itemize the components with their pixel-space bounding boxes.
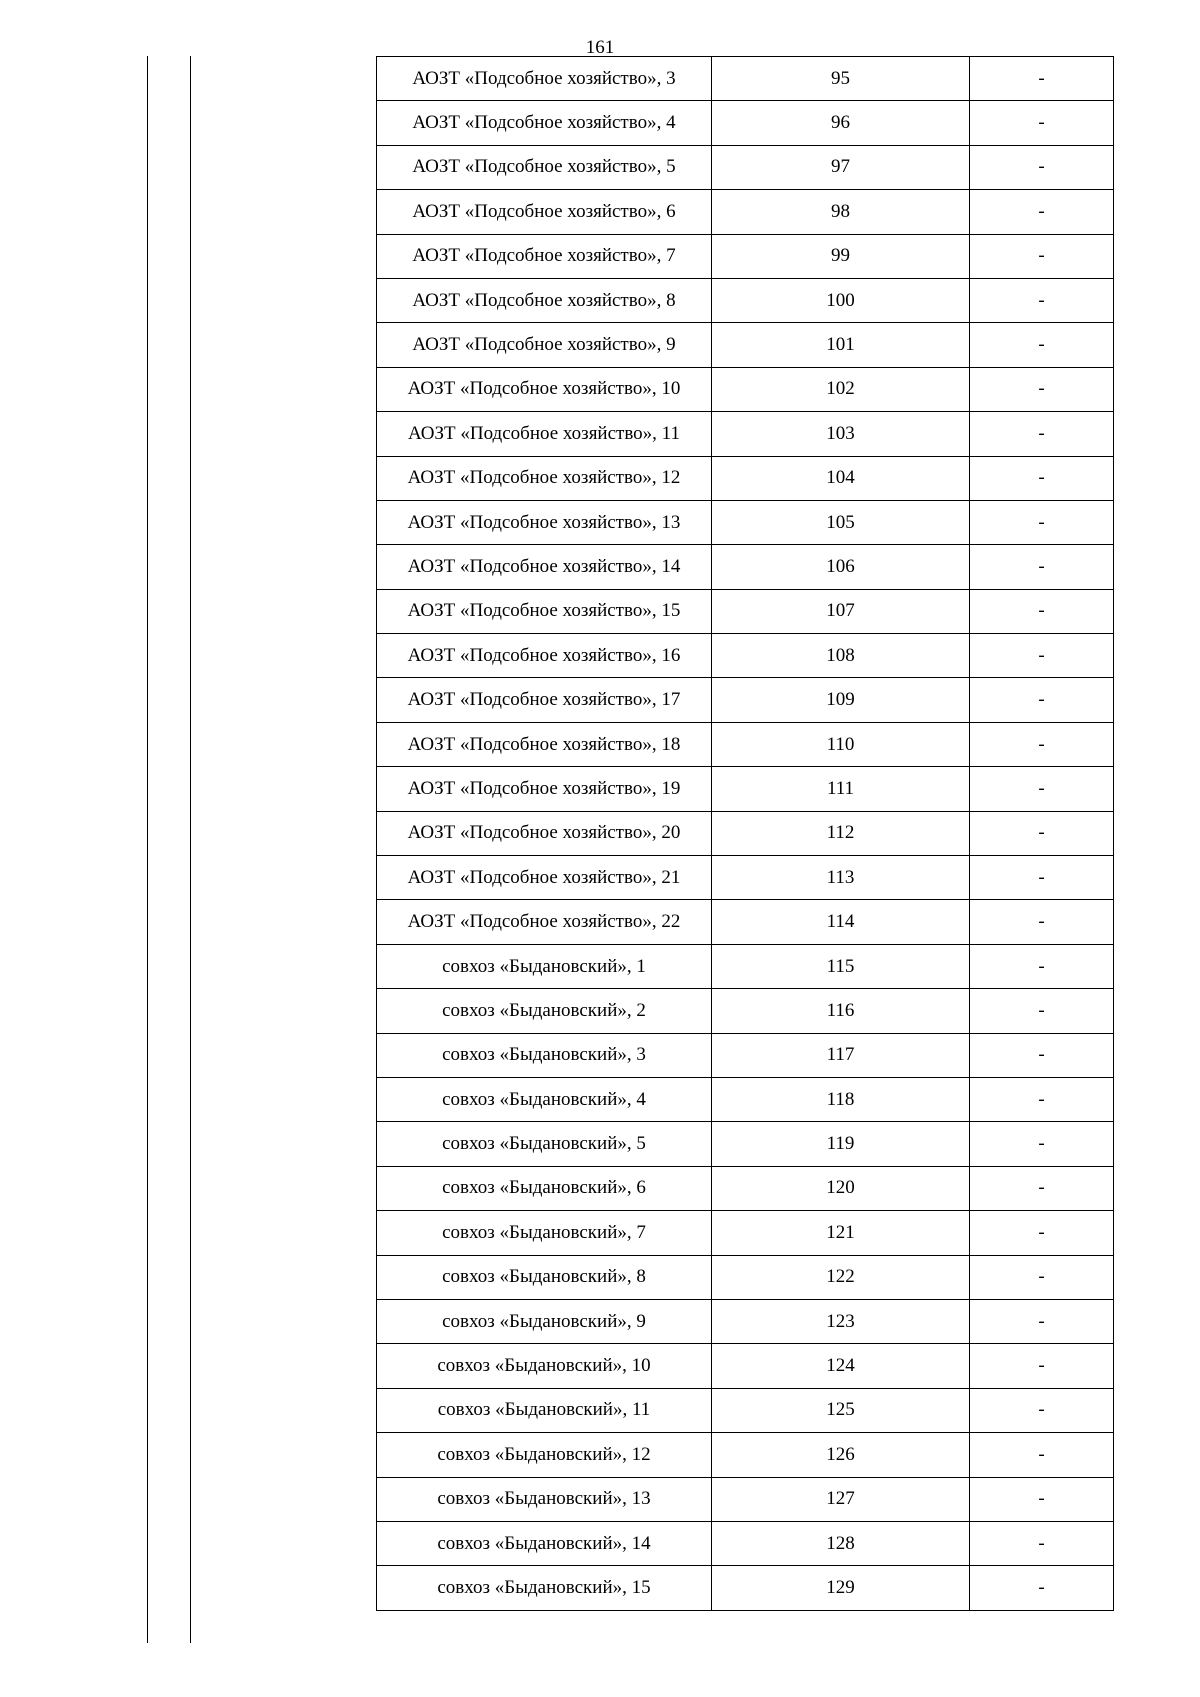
cell-number: 95	[712, 57, 970, 101]
cell-mark: -	[970, 944, 1114, 988]
table-row	[377, 1299, 1114, 1343]
cell-mark: -	[970, 678, 1114, 722]
cell-number: 108	[712, 634, 970, 678]
cell-name: совхоз «Быдановский», 14	[377, 1521, 712, 1565]
cell-number: 128	[712, 1521, 970, 1565]
cell-name: АОЗТ «Подсобное хозяйство», 5	[377, 145, 712, 189]
cell-mark: -	[970, 767, 1114, 811]
cell-number: 120	[712, 1166, 970, 1210]
cell-number: 111	[712, 767, 970, 811]
cell-mark: -	[970, 634, 1114, 678]
cell-number: 100	[712, 278, 970, 322]
cell-mark: -	[970, 1211, 1114, 1255]
cell-name: АОЗТ «Подсобное хозяйство», 19	[377, 767, 712, 811]
cell-number: 126	[712, 1433, 970, 1477]
table-row	[377, 412, 1114, 456]
table-row	[377, 634, 1114, 678]
cell-number: 99	[712, 234, 970, 278]
cell-number: 124	[712, 1344, 970, 1388]
cell-number: 97	[712, 145, 970, 189]
cell-mark: -	[970, 856, 1114, 900]
table-row	[377, 1477, 1114, 1521]
table-row	[377, 545, 1114, 589]
cell-mark: -	[970, 900, 1114, 944]
cell-mark: -	[970, 1033, 1114, 1077]
table-row	[377, 1566, 1114, 1610]
table-row	[377, 767, 1114, 811]
cell-mark: -	[970, 145, 1114, 189]
table-row	[377, 1211, 1114, 1255]
table-row	[377, 323, 1114, 367]
cell-mark: -	[970, 1566, 1114, 1610]
page-number: 161	[585, 37, 615, 58]
cell-name: совхоз «Быдановский», 8	[377, 1255, 712, 1299]
cell-name: совхоз «Быдановский», 13	[377, 1477, 712, 1521]
table-row	[377, 1255, 1114, 1299]
table-row	[377, 101, 1114, 145]
register-table-body	[377, 57, 1114, 1611]
cell-number: 117	[712, 1033, 970, 1077]
cell-name: АОЗТ «Подсобное хозяйство», 21	[377, 856, 712, 900]
cell-name: совхоз «Быдановский», 5	[377, 1122, 712, 1166]
cell-mark: -	[970, 456, 1114, 500]
left-column-rule	[147, 56, 148, 1643]
table-row	[377, 1122, 1114, 1166]
left-column-rule	[190, 56, 191, 1643]
table-row	[377, 1077, 1114, 1121]
cell-mark: -	[970, 722, 1114, 766]
table-row	[377, 456, 1114, 500]
cell-name: АОЗТ «Подсобное хозяйство», 22	[377, 900, 712, 944]
cell-mark: -	[970, 589, 1114, 633]
cell-name: АОЗТ «Подсобное хозяйство», 16	[377, 634, 712, 678]
cell-name: совхоз «Быдановский», 10	[377, 1344, 712, 1388]
cell-number: 106	[712, 545, 970, 589]
cell-number: 102	[712, 367, 970, 411]
cell-name: совхоз «Быдановский», 15	[377, 1566, 712, 1610]
cell-name: совхоз «Быдановский», 2	[377, 989, 712, 1033]
cell-mark: -	[970, 811, 1114, 855]
cell-number: 112	[712, 811, 970, 855]
cell-mark: -	[970, 989, 1114, 1033]
cell-mark: -	[970, 1477, 1114, 1521]
cell-number: 105	[712, 500, 970, 544]
cell-mark: -	[970, 412, 1114, 456]
cell-number: 110	[712, 722, 970, 766]
cell-mark: -	[970, 101, 1114, 145]
cell-mark: -	[970, 500, 1114, 544]
cell-number: 113	[712, 856, 970, 900]
cell-name: АОЗТ «Подсобное хозяйство», 17	[377, 678, 712, 722]
table-row	[377, 1344, 1114, 1388]
cell-number: 101	[712, 323, 970, 367]
cell-name: АОЗТ «Подсобное хозяйство», 8	[377, 278, 712, 322]
table-row	[377, 1166, 1114, 1210]
cell-name: АОЗТ «Подсобное хозяйство», 6	[377, 190, 712, 234]
cell-number: 109	[712, 678, 970, 722]
table-row	[377, 1433, 1114, 1477]
cell-name: АОЗТ «Подсобное хозяйство», 20	[377, 811, 712, 855]
cell-number: 127	[712, 1477, 970, 1521]
cell-name: совхоз «Быдановский», 4	[377, 1077, 712, 1121]
table-row	[377, 900, 1114, 944]
table-row	[377, 190, 1114, 234]
cell-number: 119	[712, 1122, 970, 1166]
cell-name: совхоз «Быдановский», 3	[377, 1033, 712, 1077]
cell-name: АОЗТ «Подсобное хозяйство», 11	[377, 412, 712, 456]
cell-mark: -	[970, 278, 1114, 322]
cell-mark: -	[970, 1433, 1114, 1477]
cell-mark: -	[970, 1255, 1114, 1299]
cell-number: 116	[712, 989, 970, 1033]
cell-name: совхоз «Быдановский», 12	[377, 1433, 712, 1477]
cell-number: 103	[712, 412, 970, 456]
cell-number: 114	[712, 900, 970, 944]
table-row	[377, 722, 1114, 766]
table-row	[377, 678, 1114, 722]
cell-number: 115	[712, 944, 970, 988]
cell-number: 122	[712, 1255, 970, 1299]
cell-number: 107	[712, 589, 970, 633]
cell-name: совхоз «Быдановский», 7	[377, 1211, 712, 1255]
cell-name: АОЗТ «Подсобное хозяйство», 3	[377, 57, 712, 101]
cell-mark: -	[970, 323, 1114, 367]
cell-number: 118	[712, 1077, 970, 1121]
cell-name: АОЗТ «Подсобное хозяйство», 7	[377, 234, 712, 278]
cell-name: АОЗТ «Подсобное хозяйство», 15	[377, 589, 712, 633]
cell-mark: -	[970, 1521, 1114, 1565]
cell-name: АОЗТ «Подсобное хозяйство», 4	[377, 101, 712, 145]
cell-name: АОЗТ «Подсобное хозяйство», 12	[377, 456, 712, 500]
cell-name: совхоз «Быдановский», 1	[377, 944, 712, 988]
table-row	[377, 367, 1114, 411]
cell-number: 121	[712, 1211, 970, 1255]
cell-mark: -	[970, 1388, 1114, 1432]
table-row	[377, 1521, 1114, 1565]
cell-mark: -	[970, 1077, 1114, 1121]
cell-name: совхоз «Быдановский», 11	[377, 1388, 712, 1432]
table-row	[377, 589, 1114, 633]
table-row	[377, 57, 1114, 101]
cell-name: АОЗТ «Подсобное хозяйство», 14	[377, 545, 712, 589]
cell-name: АОЗТ «Подсобное хозяйство», 13	[377, 500, 712, 544]
cell-name: АОЗТ «Подсобное хозяйство», 18	[377, 722, 712, 766]
cell-mark: -	[970, 1299, 1114, 1343]
table-row	[377, 989, 1114, 1033]
cell-mark: -	[970, 57, 1114, 101]
cell-mark: -	[970, 1166, 1114, 1210]
cell-number: 98	[712, 190, 970, 234]
table-row	[377, 234, 1114, 278]
table-row	[377, 1033, 1114, 1077]
cell-number: 96	[712, 101, 970, 145]
cell-name: совхоз «Быдановский», 6	[377, 1166, 712, 1210]
table-row	[377, 500, 1114, 544]
cell-number: 123	[712, 1299, 970, 1343]
cell-name: АОЗТ «Подсобное хозяйство», 9	[377, 323, 712, 367]
cell-name: совхоз «Быдановский», 9	[377, 1299, 712, 1343]
cell-mark: -	[970, 1344, 1114, 1388]
cell-number: 104	[712, 456, 970, 500]
table-row	[377, 811, 1114, 855]
table-row	[377, 944, 1114, 988]
cell-mark: -	[970, 234, 1114, 278]
cell-number: 125	[712, 1388, 970, 1432]
cell-mark: -	[970, 1122, 1114, 1166]
cell-mark: -	[970, 545, 1114, 589]
cell-mark: -	[970, 367, 1114, 411]
cell-mark: -	[970, 190, 1114, 234]
register-table	[376, 56, 1114, 1611]
table-row	[377, 145, 1114, 189]
cell-name: АОЗТ «Подсобное хозяйство», 10	[377, 367, 712, 411]
table-row	[377, 278, 1114, 322]
table-row	[377, 856, 1114, 900]
cell-number: 129	[712, 1566, 970, 1610]
table-row	[377, 1388, 1114, 1432]
